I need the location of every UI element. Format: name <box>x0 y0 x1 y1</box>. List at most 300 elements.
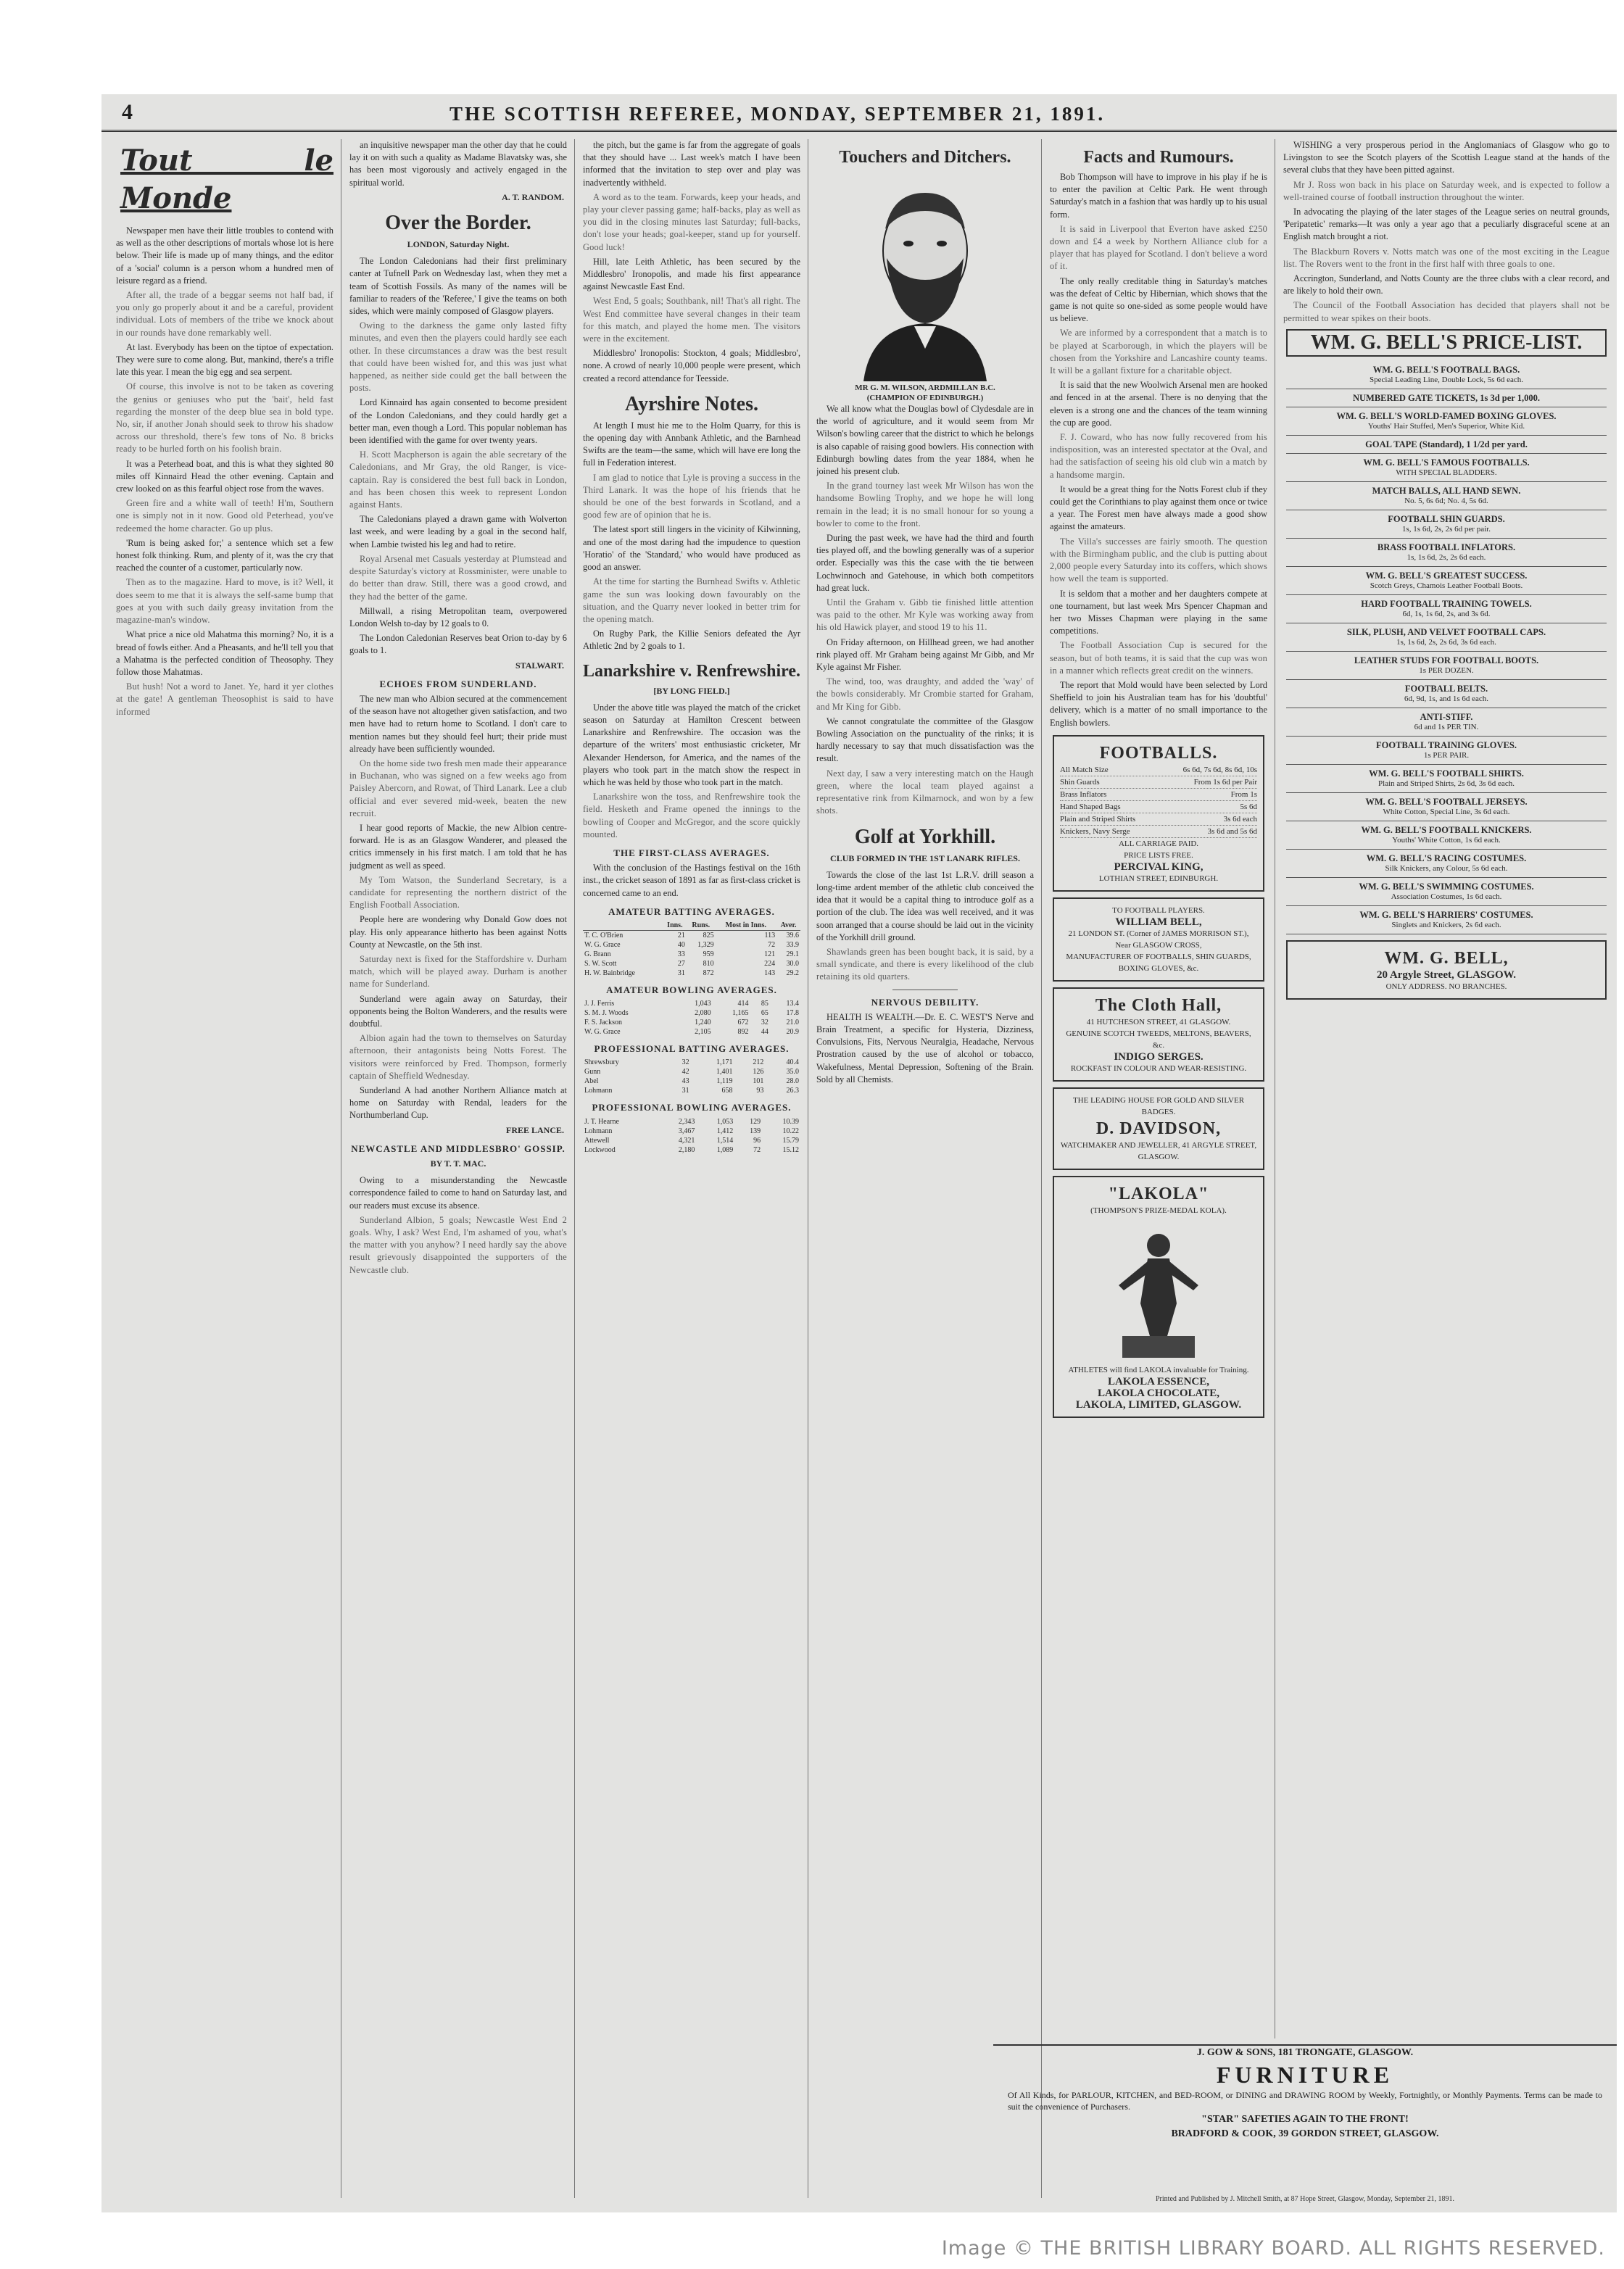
price-item-text: Singlets and Knickers, 2s 6d each. <box>1391 920 1501 929</box>
price-list-item <box>1286 407 1607 436</box>
table-cell: 1,514 <box>716 1136 734 1145</box>
article-paragraph: The Caledonians played a drawn game with Wolverton last week, and were leading by a goal in the second half, when Lambie twisted his leg and had to retire. <box>349 514 567 549</box>
table-cell: 810 <box>703 959 714 968</box>
ad-line: LAKOLA, LIMITED, GLASGOW. <box>1075 1398 1242 1411</box>
article-paragraph: Of course, this involve is not to be taken as covering the genius or geniuses who put the 'bait', held fast regarding the monster of the deep blue sea in bold type. No, sir, if another Jonah should seek to throw his shadow across our threshold, there's few tons of No. 8 bricks ready to be hurled forth on his foolish brain. <box>116 381 334 455</box>
table-cell: T. C. O'Brien <box>584 931 624 939</box>
table-row <box>583 959 800 968</box>
table-cell: 33 <box>677 950 685 958</box>
table-cell: 13.4 <box>786 1000 799 1008</box>
ad-item: Knickers, Navy Serge <box>1060 826 1130 836</box>
section-title-over-the-border: Over the Border. <box>385 212 531 235</box>
article-paragraph: My Tom Watson, the Sunderland Secretary, is a candidate for representing the northern district of the English Football Association. <box>349 874 567 910</box>
table-row <box>583 1027 800 1037</box>
ad-line: TO FOOTBALL PLAYERS. <box>1112 905 1205 915</box>
price-item-text: 6d, 9d, 1s, and 1s 6d each. <box>1404 694 1489 703</box>
masthead <box>102 94 1617 132</box>
table-cell: Gunn <box>584 1068 601 1077</box>
price-item-title: WM. G. BELL'S FAMOUS FOOTBALLS. <box>1363 457 1530 468</box>
price-item-title: WM. G. BELL'S WORLD-FAMED BOXING GLOVES. <box>1336 410 1557 421</box>
ad-line: LAKOLA ESSENCE, <box>1107 1375 1210 1387</box>
ad-price-row <box>1060 813 1257 826</box>
table-cell: 65 <box>761 1009 768 1018</box>
article-paragraph: A word as to the team. Forwards, keep your heads, and play your clever passing game; half-backs, play as well as you did in the closing minutes last Saturday; full-backs, don't lose your heads; goal-keeper, stand up for yourself. Good luck! <box>583 191 800 252</box>
table-header-cell: Runs. <box>687 921 716 931</box>
advert-wm-g-bell-address <box>1286 940 1607 1000</box>
article-paragraph: Green fire and a white wall of teeth! H'm, Southern one is simply not in it now. Good old Peterhead, you've redeemed the home character. Go up plus. <box>116 498 334 534</box>
table-header-cell: Inns. <box>663 921 687 931</box>
article-paragraph: Lord Kinnaird has again consented to become president of the London Caledonians, and they could hardly get a better man, even though a Lord. This popular nobleman has been identified with the game for over twenty years. <box>349 397 567 446</box>
table-cell: 29.2 <box>786 968 799 977</box>
ad-price: 3s 6d each <box>1223 814 1257 824</box>
price-list-title: WM. G. BELL'S PRICE-LIST. <box>1286 329 1607 357</box>
section-title-golf-at-yorkhill: Golf at Yorkhill. <box>854 825 996 848</box>
article-paragraph: But hush! Not a word to Janet. Ye, hard it yer clothes at the gate! A gentleman Theosophist is said to have informed <box>116 681 334 717</box>
table-cell: Lockwood <box>584 1145 616 1154</box>
table-row <box>583 940 800 950</box>
article-paragraph: Sunderland were again away on Saturday, their opponents being the Bolton Wanderers, and the results were doubtful. <box>349 993 567 1029</box>
article-paragraph: With the conclusion of the Hastings festival on the 16th inst., the cricket season of 1891 as far as first-class cricket is concerned came to an end. <box>583 863 800 898</box>
article-paragraph: Middlesbro' Ironopolis: Stockton, 4 goals; Middlesbro', none. A crowd of nearly 10,000 people were present, which created a record attendance for Teesside. <box>583 348 800 383</box>
table-cell: 96 <box>753 1136 761 1145</box>
article-paragraph: F. J. Coward, who has now fully recovered from his indisposition, was an interested spectator at the Oval, and had the satisfaction of seeing his old club win a match by a handsome margin. <box>1050 432 1267 480</box>
section-title-touchers-and-ditchers: Touchers and Ditchers. <box>839 148 1011 167</box>
price-item-title: SILK, PLUSH, AND VELVET FOOTBALL CAPS. <box>1346 626 1546 637</box>
price-item-title: MATCH BALLS, ALL HAND SEWN. <box>1372 485 1521 496</box>
ad-line: J. GOW & SONS, 181 TRONGATE, GLASGOW. <box>1196 2047 1414 2058</box>
price-item-text: 1s, 1s 6d, 2s, 2s 6d each. <box>1406 552 1486 562</box>
table-cell: 39.6 <box>786 931 799 939</box>
table-cell: Abel <box>584 1077 599 1086</box>
table-row <box>583 1058 800 1067</box>
table-cell: 32 <box>761 1019 768 1027</box>
article-paragraph: We cannot congratulate the committee of the Glasgow Bowling Association on the punctuality of the rinks; it is hardly necessary to say that much dissatisfaction was the result. <box>816 715 1034 764</box>
article-paragraph: Towards the close of the last 1st L.R.V. drill season a long-time ardent member of the athletic club conceived the idea that it would be a capital thing to introduce golf as a portion of the club. The idea was well received, and it was soon arranged that a course should be laid out in the vicinity of the Yorkhill drill ground. <box>816 869 1034 942</box>
price-list-item <box>1286 906 1607 934</box>
price-item-text: Scotch Greys, Chamois Leather Football Boots. <box>1370 581 1523 590</box>
table-cell: 4,321 <box>678 1136 695 1145</box>
table-cell: S. W. Scott <box>584 959 617 968</box>
column-facts-and-rumours <box>1050 139 1267 2038</box>
table-cell: 129 <box>750 1117 761 1126</box>
ad-item: Shin Guards <box>1060 777 1100 787</box>
ad-price: 6s 6d, 7s 6d, 8s 6d, 10s <box>1182 765 1257 774</box>
table-cell: 1,053 <box>716 1117 734 1126</box>
table-cell: J. J. Ferris <box>584 1000 615 1008</box>
article-paragraph: At length I must hie me to the Holm Quarry, for this is the opening day with Annbank Athletic, and the Barnhead Swifts are the team—the same, which will have ere long the full in Federation interest. <box>583 420 800 468</box>
article-paragraph: We are informed by a correspondent that a match is to be played at Scarborough, in which the players will be chosen from the Yorkshire and Lancashire county teams. It will be a gallant fixture for a charitable object. <box>1050 328 1267 376</box>
table-row <box>583 1136 800 1145</box>
table-row <box>583 930 800 940</box>
table-cell: 1,119 <box>716 1077 733 1086</box>
table-cell: 2,105 <box>695 1028 711 1037</box>
article-paragraph: Shawlands green has been bought back, it is said, by a small syndicate, and there is every likelihood of the club retaining its old quarters. <box>816 946 1034 982</box>
table-cell: 121 <box>764 950 776 958</box>
column-rule <box>1041 139 1042 2198</box>
ad-address: 21 LONDON ST. (Corner of JAMES MORRISON ST.), Near GLASGOW CROSS, <box>1068 929 1249 950</box>
table-cell: 872 <box>703 968 714 977</box>
price-item-title: HARD FOOTBALL TRAINING TOWELS. <box>1361 598 1532 609</box>
advert-furniture <box>993 2044 1617 2168</box>
table-cell: Shrewsbury <box>584 1058 619 1067</box>
table-title: AMATEUR BOWLING AVERAGES. <box>606 984 777 995</box>
dateline: LONDON, Saturday Night. <box>407 239 510 250</box>
price-item-title: FOOTBALL TRAINING GLOVES. <box>1376 739 1517 750</box>
table-title: PROFESSIONAL BATTING AVERAGES. <box>594 1043 790 1055</box>
price-item-title: BRASS FOOTBALL INFLATORS. <box>1377 542 1516 552</box>
ad-line: THE LEADING HOUSE FOR GOLD AND SILVER BADGES. <box>1072 1095 1245 1116</box>
table-cell: Lohmann <box>584 1127 613 1135</box>
ad-name: WM. G. BELL, <box>1384 948 1509 968</box>
ad-line: BRADFORD & COOK, 39 GORDON STREET, GLASGOW. <box>1171 2128 1439 2139</box>
ad-item: Brass Inflators <box>1060 789 1107 799</box>
table-cell: 44 <box>761 1028 768 1037</box>
article-paragraph: The wind, too, was draughty, and added the 'way' of the bowls considerably. Mr Crombie started for Graham, and Mr King for Gibb. <box>816 676 1034 712</box>
table-cell: J. T. Hearne <box>584 1117 619 1126</box>
price-list-item <box>1286 389 1607 407</box>
table-cell: 42 <box>682 1068 689 1077</box>
batting-averages-table <box>583 921 800 978</box>
advert-cloth-hall <box>1053 987 1264 1082</box>
author-signature: A. T. RANDOM. <box>502 191 564 202</box>
table-cell: 85 <box>761 1000 768 1008</box>
author-signature: STALWART. <box>515 660 564 671</box>
table-cell: Lohmann <box>584 1087 613 1095</box>
table-cell: 72 <box>768 940 776 949</box>
ad-text: GENUINE SCOTCH TWEEDS, MELTONS, BEAVERS, &c. <box>1066 1029 1251 1050</box>
price-item-text: Silk Knickers, any Colour, 5s 6d each. <box>1385 863 1508 873</box>
article-paragraph: What price a nice old Mahatma this morning? No, it is a bread of fowls either. And a Pheasants, and he'll tell you that a Mahatma is the perfected condition of Theosophy. They follow those Mahatmas. <box>116 629 334 677</box>
table-cell: W. G. Grace <box>584 1028 621 1037</box>
article-paragraph: It was a Peterhead boat, and this is what they sighted 80 miles off Kinnaird Head the other evening. Captain and crew looked on as this fearful object rose from the waves. <box>116 458 334 494</box>
price-list-item <box>1286 567 1607 595</box>
table-row <box>583 999 800 1008</box>
ad-text: MANUFACTURER OF FOOTBALLS, SHIN GUARDS, BOXING GLOVES, &c. <box>1066 952 1251 973</box>
price-item-title: ANTI-STIFF. <box>1420 711 1473 722</box>
table-cell: 10.39 <box>782 1117 799 1126</box>
article-paragraph: It is seldom that a mother and her daughters compete at one tournament, but last week Mrs Spencer Chapman and her two Misses Chapman were playing in the same competitions. <box>1050 588 1267 636</box>
article-paragraph: Sunderland A had another Northern Alliance match at home on Saturday with Rendal, leaders for the Northumberland Cup. <box>349 1085 567 1121</box>
price-item-text: 1s, 1s 6d, 2s, 2s 6d per pair. <box>1402 524 1491 534</box>
table-row <box>583 1086 800 1095</box>
price-list-item <box>1286 539 1607 567</box>
article-paragraph: H. Scott Macpherson is again the able secretary of the Caledonians, and Mr Gray, the old Ranger, is vice-captain. Ray is considered the best full back in London, and has been chosen this week to represent London against Hants. <box>349 449 567 510</box>
table-cell: 10.22 <box>782 1127 799 1135</box>
column-over-the-border <box>349 139 567 2198</box>
article-paragraph: the pitch, but the game is far from the aggregate of goals that they should have ... Last week's match I have been informed that the invitation to step over and play was inadvertently withheld. <box>583 140 800 188</box>
article-paragraph: an inquisitive newspaper man the other day that he could lay it on with such a quality as Madame Blavatsky was, she has been most vigorously and actively engaged in the spiritual world. <box>349 140 567 188</box>
article-paragraph: I am glad to notice that Lyle is proving a success in the Third Lanark. It was the hope of his friends that he should be one of the best forwards in Scotland, and a good few are of opinion that he is. <box>583 472 800 520</box>
table-header-cell: Most in Inns. <box>716 921 776 931</box>
price-list-item <box>1286 623 1607 652</box>
ad-title: INDIGO SERGES. <box>1114 1050 1204 1063</box>
article-paragraph: WISHING a very prosperous period in the Anglomaniacs of Glasgow who go to Livingston to see the Scotch players of the Scottish League stand at the hands of the several clubs that they have been pitted against. <box>1283 140 1610 175</box>
advert-william-bell <box>1053 897 1264 982</box>
table-header-cell <box>583 921 663 931</box>
article-paragraph: It would be a great thing for the Notts Forest club if they could get the Corinthians to play against them once or twice a year. The Forest men have always made a good show against the amateurs. <box>1050 484 1267 532</box>
ad-address: LOTHIAN STREET, EDINBURGH. <box>1098 874 1219 883</box>
table-title: PROFESSIONAL BOWLING AVERAGES. <box>592 1102 792 1113</box>
subsection-title: NEWCASTLE AND MIDDLESBRO' GOSSIP. <box>351 1142 566 1154</box>
price-item-text: Youths' White Cotton, 1s 6d each. <box>1392 835 1501 845</box>
price-list-item <box>1286 737 1607 765</box>
ad-text: ONLY ADDRESS. NO BRANCHES. <box>1385 982 1507 991</box>
price-list-item <box>1286 680 1607 708</box>
table-cell: Attewell <box>584 1136 610 1145</box>
table-cell: 143 <box>764 968 776 977</box>
table-cell: 43 <box>682 1077 689 1086</box>
table-cell: 1,043 <box>695 1000 711 1008</box>
price-list-item <box>1286 652 1607 680</box>
price-item-text: 1s PER PAIR. <box>1423 750 1470 760</box>
subheading: CLUB FORMED IN THE 1ST LANARK RIFLES. <box>830 853 1020 863</box>
portrait-caption: MR G. M. WILSON, ARDMILLAN B.C. <box>855 383 995 392</box>
price-list-item <box>1286 454 1607 482</box>
article-paragraph: The London Caledonian Reserves beat Orion to-day by 6 goals to 1. <box>349 633 567 656</box>
article-paragraph: Millwall, a rising Metropolitan team, overpowered London Welsh to-day by 12 goals to 0. <box>349 605 567 629</box>
article-paragraph: During the past week, we have had the third and fourth ties played off, and the bowling generally was of a superior order. Especially was this the case with the tie between Lochwinnoch and Gatehouse, in which both competitors had great luck. <box>816 533 1034 593</box>
ad-line: LAKOLA CHOCOLATE, <box>1097 1387 1220 1399</box>
table-row <box>583 1145 800 1155</box>
newspaper-page <box>102 94 1617 2212</box>
ad-title: FOOTBALLS. <box>1099 743 1218 763</box>
price-item-text: Special Leading Line, Double Lock, 5s 6d each. <box>1370 375 1523 384</box>
author-signature: FREE LANCE. <box>505 1124 564 1135</box>
article-paragraph: Mr J. Ross won back in his place on Saturday week, and is expected to follow a well-trained course of football instruction throughout the winter. <box>1283 179 1610 202</box>
ad-subtitle: (THOMPSON'S PRIZE-MEDAL KOLA). <box>1090 1206 1227 1215</box>
newspaper-title: THE SCOTTISH REFEREE, MONDAY, SEPTEMBER 21, 1891. <box>450 103 1106 125</box>
article-paragraph: In the grand tourney last week Mr Wilson has won the handsome Bowling Trophy, and we hope he will long remain in the lead; it is no small honour for so young a bowler to come to the front. <box>816 481 1034 528</box>
article-paragraph: It is said that the new Woolwich Arsenal men are hooked and fenced in at the arsenal. There is no denying that the eleven is a strong one and the chances of the team winning the cup are good. <box>1050 380 1267 428</box>
table-cell: 40.4 <box>786 1058 799 1067</box>
article-paragraph: Royal Arsenal met Casuals yesterday at Plumstead and despite Saturday's victory at Rossminister, were unable to do better than draw. Still, there was a good crowd, and they had the better of the game. <box>349 553 567 602</box>
price-list-item <box>1286 361 1607 389</box>
article-paragraph: Then as to the magazine. Hard to move, is it? Well, it does seem to me that it is always the self-same bump that goes at you with such daily greasy invitation from the magazine-man's window. <box>116 577 334 626</box>
ad-price-row <box>1060 764 1257 776</box>
column-tout-le-monde <box>116 139 334 2198</box>
ad-text: WATCHMAKER AND JEWELLER, 41 ARGYLE STREET, GLASGOW. <box>1060 1140 1257 1161</box>
article-paragraph: 'Rum is being asked for;' a sentence which set a few honest folk thinking. Rum, and plenty of it, was the cry that reached the counter of a customer, particularly now. <box>116 537 334 573</box>
ad-item: All Match Size <box>1060 765 1109 774</box>
ad-text: ROCKFAST IN COLOUR AND WEAR-RESISTING. <box>1070 1063 1247 1073</box>
price-item-title: FOOTBALL BELTS. <box>1404 683 1488 694</box>
table-cell: W. G. Grace <box>584 940 621 949</box>
price-item-title: WM. G. BELL'S HARRIERS' COSTUMES. <box>1359 909 1533 920</box>
table-row <box>583 1018 800 1027</box>
article-paragraph: The Villa's successes are fairly smooth. The question with the Birmingham public, and the club is putting about 2,000 people every Saturday into its coffers, which shows how well the team is supported. <box>1050 536 1267 584</box>
section-title-ayrshire-notes: Ayrshire Notes. <box>624 392 759 415</box>
price-list-item <box>1286 793 1607 821</box>
price-item-text: Plain and Striped Shirts, 2s 6d, 3s 6d each. <box>1378 779 1515 788</box>
ad-price: 5s 6d <box>1240 802 1257 811</box>
price-item-title: WM. G. BELL'S FOOTBALL BAGS. <box>1372 364 1520 375</box>
table-row <box>583 1067 800 1077</box>
ad-item: Hand Shaped Bags <box>1060 802 1121 811</box>
table-cell: 28.0 <box>786 1077 799 1086</box>
table-cell: S. M. J. Woods <box>584 1009 629 1018</box>
table-cell: 1,089 <box>716 1145 734 1154</box>
table-cell: 101 <box>753 1077 764 1086</box>
price-list-item <box>1286 850 1607 878</box>
article-paragraph: We all know what the Douglas bowl of Clydesdale are in the world of agriculture, and it would seem from Mr Wilson's bowling career that the district to which he belongs is also capable of raising good bowlers. His connection with Edinburgh bowling dates from the year 1884, when he joined his present club. <box>816 404 1034 477</box>
price-item-text: White Cotton, Special Line, 3s 6d each. <box>1383 807 1510 816</box>
pro-batting-table <box>583 1058 800 1095</box>
ad-price: From 1s <box>1230 789 1257 799</box>
article-paragraph: Lanarkshire won the toss, and Renfrewshire took the field. Hesketh and Frame opened the innings to the bowling of Cooper and McGregor, and the score quickly mounted. <box>583 792 800 839</box>
article-paragraph: On Friday afternoon, on Hillhead green, we had another rink played off. Mr Graham being against Mr Gibb, and Mr Kyle against Mr Fisher. <box>816 636 1034 673</box>
column-rule <box>574 139 575 2198</box>
table-cell: 27 <box>677 959 685 968</box>
table-cell: 1,165 <box>732 1009 749 1018</box>
table-cell: 35.0 <box>786 1068 799 1077</box>
article-paragraph: On Rugby Park, the Killie Seniors defeated the Ayr Athletic 2nd by 2 goals to 1. <box>583 629 800 652</box>
table-cell: 126 <box>753 1068 764 1077</box>
article-paragraph: Accrington, Sunderland, and Notts County are the three clubs with a clear record, and are likely to hold their own. <box>1283 273 1610 296</box>
article-paragraph: In advocating the playing of the later stages of the League series on neutral grounds, 'Peripatetic' remarks—It was only a year ago that a peculiarly disgraceful scene at an English match brought a riot. <box>1283 207 1610 242</box>
table-cell: 33.9 <box>786 940 799 949</box>
table-row <box>583 1127 800 1136</box>
article-paragraph: West End, 5 goals; Southbank, nil! That's all right. The West End committee have several changes in their team for this match, and played the home men. The visitors were in the excitement. <box>583 296 800 344</box>
table-cell: 658 <box>721 1087 733 1095</box>
table-cell: 139 <box>750 1127 761 1135</box>
byline: BY T. T. MAC. <box>430 1158 486 1169</box>
article-paragraph: Newspaper men have their little troubles to contend with as well as the other descriptions of mortals whose lot is here below. Their life is made up of many things, and the editor of a 'social' column is a person whom a hundred men of leisure regard as a friend. <box>116 225 334 286</box>
table-cell: 1,401 <box>716 1068 733 1077</box>
article-paragraph: Saturday next is fixed for the Staffordshire v. Durham match, which will be played away. Durham is another name for Sunderland. <box>349 953 567 990</box>
advert-davidson <box>1053 1087 1264 1170</box>
table-cell: 30.0 <box>786 959 799 968</box>
price-item-text: 1s PER DOZEN. <box>1419 665 1474 675</box>
article-paragraph: It is said in Liverpool that Everton have asked £250 down and £4 a week by Northern Alliance club for a player that has played for Scotland. I don't believe a word of it. <box>1050 223 1267 272</box>
article-paragraph: At the time for starting the Burnhead Swifts v. Athletic game the sun was looking down favourably on the situation, and the Quarry never looked in better trim for the opening match. <box>583 576 800 624</box>
table-cell: 224 <box>764 959 776 968</box>
article-paragraph: After all, the trade of a beggar seems not half bad, if you only go properly about it and be a careful, provident individual. Lots of members of the tribe we knock about in our rounds have done remarkably well. <box>116 290 334 338</box>
price-item-text: Association Costumes, 1s 6d each. <box>1391 892 1502 901</box>
ad-address: 41 HUTCHESON STREET, 41 GLASGOW. <box>1086 1017 1231 1026</box>
section-title-tout-le-monde: Tout le Monde <box>120 144 334 215</box>
ad-name: PERCIVAL KING, <box>1114 860 1204 873</box>
table-cell: 15.12 <box>782 1145 799 1154</box>
price-item-title: WM. G. BELL'S GREATEST SUCCESS. <box>1365 570 1528 581</box>
table-cell: 672 <box>737 1019 749 1027</box>
price-list-item <box>1286 708 1607 737</box>
table-cell: 1,412 <box>716 1127 734 1135</box>
table-cell: 825 <box>703 931 714 939</box>
advert-text: HEALTH IS WEALTH.—Dr. E. C. WEST'S Nerve and Brain Treatment, a specific for Hysteria, Dizziness, Convulsions, Fits, Nervous Neuralgia, Headache, Nervous Prostration caused by the use of alcohol or tobacco, Wakefulness, Mental Depression, Softening of the Brain. Sold by all Chemists. <box>816 1011 1034 1084</box>
ad-title: FURNITURE <box>1216 2062 1394 2088</box>
table-cell: 17.8 <box>786 1009 799 1018</box>
table-cell: 93 <box>756 1087 764 1095</box>
ad-item: Plain and Striped Shirts <box>1060 814 1136 824</box>
article-paragraph: The report that Mold would have been selected by Lord Sheffield to join his Australian team has for his 'doubtful' delivery, which is a matter of no small importance to the English bowlers. <box>1050 679 1267 728</box>
athlete-statue-illustration <box>1086 1216 1231 1361</box>
article-paragraph: The only really creditable thing in Saturday's matches was the defeat of Celtic by Hibernian, which shows that the game is not quite so one-sided as some people would have us believe. <box>1050 275 1267 324</box>
article-paragraph: Albion again had the town to themselves on Saturday afternoon, their antagonists being Notts Forest. The visitors were reinforced by Fred. Thompson, formerly captain of Sheffield Wednesday. <box>349 1033 567 1081</box>
table-cell: 892 <box>737 1028 749 1037</box>
table-cell: 113 <box>764 931 776 939</box>
table-cell: 32 <box>682 1058 689 1067</box>
table-cell: F. S. Jackson <box>584 1019 622 1027</box>
table-row <box>583 1008 800 1018</box>
article-paragraph: The new man who Albion secured at the commencement of the season have not altogether given satisfaction, and two men have had to return home to Scotland. I don't care to mention names but they should feel hurt; their pride must already have been sufficiently wounded. <box>349 693 567 754</box>
article-paragraph: On the home side two fresh men made their appearance in Buchanan, who was signed on a few weeks ago from Paisley Abercorn, and Rowat, of Third Lanark. Lee a club official and ever severed mid-week, beaten the new recruit. <box>349 758 567 818</box>
table-cell: 414 <box>737 1000 749 1008</box>
table-cell: 2,343 <box>678 1117 695 1126</box>
ad-line: "STAR" SAFETIES AGAIN TO THE FRONT! <box>1201 2114 1409 2125</box>
page-number: 4 <box>122 100 133 124</box>
price-item-text: No. 5, 6s 6d; No. 4, 5s 6d. <box>1404 496 1488 505</box>
ad-line: ALL CARRIAGE PAID. <box>1118 839 1199 848</box>
ad-text: ATHLETES will find LAKOLA invaluable for Training. <box>1068 1365 1249 1374</box>
article-paragraph: Hill, late Leith Athletic, has been secured by the Middlesbro' Ironopolis, and made his first appearance against Newcastle East End. <box>583 256 800 292</box>
table-cell: 2,080 <box>695 1009 711 1018</box>
section-title-facts-and-rumours: Facts and Rumours. <box>1083 148 1234 167</box>
table-cell: 31 <box>682 1087 689 1095</box>
price-item-text: 6d and 1s PER TIN. <box>1414 722 1479 731</box>
portrait-subcaption: (CHAMPION OF EDINBURGH.) <box>866 394 984 402</box>
pro-bowling-table <box>583 1117 800 1155</box>
price-list-item <box>1286 878 1607 906</box>
article-paragraph: Bob Thompson will have to improve in his play if he is to enter the pavilion at Celtic Park. He went through Saturday's match in a fashion that was hardly up to his usual form. <box>1050 172 1267 220</box>
table-cell: 3,467 <box>678 1127 695 1135</box>
article-paragraph: The London Caledonians had their first preliminary canter at Tufnell Park on Wednesday last, when they met a team of Scottish Fossils. As many of the names will be familiar to readers of the 'Referee,' I give the teams on both sides, which were mainly composed of Glasgow players. <box>349 256 567 317</box>
table-header-cell: Aver. <box>776 921 800 931</box>
table-cell: 40 <box>677 940 685 949</box>
ad-title-nervous-debility: NERVOUS DEBILITY. <box>871 996 979 1008</box>
ad-price-row <box>1060 789 1257 801</box>
table-cell: 212 <box>753 1058 764 1067</box>
ad-name: The Cloth Hall, <box>1095 995 1222 1015</box>
price-item-title: WM. G. BELL'S FOOTBALL SHIRTS. <box>1369 768 1524 779</box>
table-cell: 31 <box>677 968 685 977</box>
table-cell: 959 <box>703 950 714 958</box>
table-row <box>583 950 800 959</box>
article-paragraph: The Blackburn Rovers v. Notts match was one of the most exciting in the League list. The Rovers went to the front in the first half with three goals to one. <box>1283 246 1610 269</box>
table-cell: 21 <box>677 931 685 939</box>
subsection-title: ECHOES FROM SUNDERLAND. <box>379 678 537 689</box>
price-item-title: NUMBERED GATE TICKETS, 1s 3d per 1,000. <box>1352 392 1541 403</box>
article-paragraph: People here are wondering why Donald Gow does not play. His only appearance hitherto has been against Notts County at Newcastle, on the 5th inst. <box>349 914 567 950</box>
column-ayrshire-notes <box>583 139 800 2198</box>
price-item-text: 1s, 1s 6d, 2s, 2s 6d, 3s 6d each. <box>1396 637 1496 647</box>
table-row <box>583 1117 800 1127</box>
price-list-item <box>1286 482 1607 510</box>
table-cell: 26.3 <box>786 1087 799 1095</box>
price-list-item <box>1286 436 1607 454</box>
article-paragraph: The Football Association Cup is secured for the season, but of both teams, it is said that the cup was won in a manner which reflects great credit on the winners. <box>1050 640 1267 676</box>
ad-line: PRICE LISTS FREE. <box>1124 850 1193 860</box>
printer-imprint: Printed and Published by J. Mitchell Smith, at 87 Hope Street, Glasgow, Monday, September 21, 1891. <box>1156 2195 1454 2203</box>
ad-name: WILLIAM BELL, <box>1115 916 1202 928</box>
column-bell-price-list <box>1283 139 1610 2038</box>
price-list-item <box>1286 595 1607 623</box>
table-cell: 1,171 <box>716 1058 733 1067</box>
ad-price-row <box>1060 776 1257 789</box>
copyright-watermark: Image © THE BRITISH LIBRARY BOARD. ALL RIGHTS RESERVED. <box>941 2237 1605 2260</box>
price-list-item <box>1286 510 1607 539</box>
byline: [BY LONG FIELD.] <box>653 685 730 696</box>
price-item-text: 6d, 1s, 1s 6d, 2s, and 3s 6d. <box>1402 609 1491 618</box>
price-item-title: FOOTBALL SHIN GUARDS. <box>1388 513 1505 524</box>
ad-price-row <box>1060 801 1257 813</box>
price-item-title: WM. G. BELL'S FOOTBALL KNICKERS. <box>1361 824 1532 835</box>
table-cell: 21.0 <box>786 1019 799 1027</box>
ad-name: "LAKOLA" <box>1108 1184 1209 1203</box>
ad-name: D. DAVIDSON, <box>1095 1119 1222 1138</box>
price-item-title: WM. G. BELL'S RACING COSTUMES. <box>1366 853 1527 863</box>
table-row <box>583 1077 800 1086</box>
table-title: AMATEUR BATTING AVERAGES. <box>608 905 775 917</box>
